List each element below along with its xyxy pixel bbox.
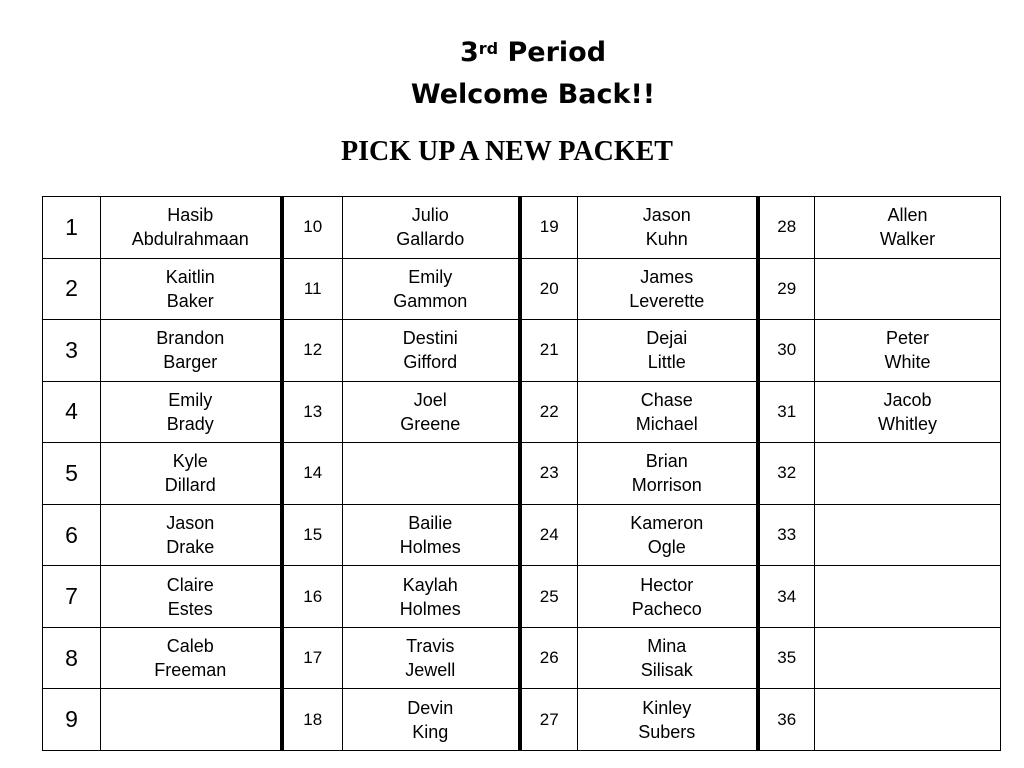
table-row (43, 504, 1001, 566)
student-name-cell (578, 381, 758, 443)
title-period: Period (498, 37, 607, 68)
student-name-cell (101, 627, 282, 689)
table-row (43, 627, 1001, 689)
student-last-name: Silisak (640, 660, 693, 681)
title-number: 3 (459, 37, 479, 68)
student-last-name: Gifford (403, 352, 458, 373)
seat-number: 35 (758, 627, 815, 689)
student-last-name: Gammon (393, 290, 468, 311)
seat-number: 36 (758, 689, 815, 751)
student-name-cell (343, 197, 520, 259)
subtitle: PICK UP A NEW PACKET (341, 136, 673, 167)
student-name-cell (101, 566, 282, 628)
seat-number: 13 (282, 381, 343, 443)
student-last-name: Michael (635, 413, 698, 434)
table-row (43, 689, 1001, 751)
seat-number: 8 (43, 627, 101, 689)
student-first-name: Emily (168, 389, 213, 410)
student-first-name: Brian (645, 451, 688, 472)
seat-number: 20 (520, 258, 578, 320)
table-row (43, 443, 1001, 505)
seat-number: 28 (758, 197, 815, 259)
seat-number: 19 (520, 197, 578, 259)
student-first-name: Joel (413, 389, 447, 410)
seat-number: 29 (758, 258, 815, 320)
student-name-cell (343, 443, 520, 505)
student-last-name: Ogle (647, 537, 686, 557)
seat-number: 11 (282, 258, 343, 320)
seating-table-body (43, 197, 1001, 751)
student-name-cell (815, 443, 1001, 505)
seat-number: 1 (43, 197, 101, 259)
seating-table (42, 196, 1001, 751)
student-first-name: Dejai (646, 328, 688, 349)
student-name-cell (815, 381, 1001, 443)
student-last-name: Pacheco (631, 598, 702, 619)
student-first-name: James (640, 266, 694, 287)
seat-number: 31 (758, 381, 815, 443)
title-superscript: rd (478, 39, 499, 58)
student-name-cell (578, 689, 758, 751)
seat-number: 32 (758, 443, 815, 505)
student-last-name: Brady (166, 413, 214, 434)
student-last-name: King (412, 721, 449, 742)
student-last-name: Abdulrahmaan (131, 229, 249, 250)
student-last-name: Subers (638, 721, 696, 742)
student-name-cell (578, 197, 758, 259)
table-row (43, 258, 1001, 320)
student-last-name: Walker (879, 229, 936, 250)
student-first-name: Claire (166, 574, 214, 595)
student-name-cell (815, 689, 1001, 751)
seat-number: 34 (758, 566, 815, 628)
student-name-cell (101, 320, 282, 382)
student-last-name: Kuhn (645, 229, 688, 250)
student-name-cell (343, 627, 520, 689)
student-first-name: Destini (402, 328, 458, 349)
seat-number: 4 (43, 381, 101, 443)
student-last-name: Morrison (631, 475, 702, 496)
student-name-cell (101, 258, 282, 320)
seat-number: 12 (282, 320, 343, 382)
student-last-name: Jewell (405, 660, 456, 681)
student-name-cell (815, 320, 1001, 382)
student-first-name: Jason (642, 205, 691, 226)
table-row (43, 320, 1001, 382)
seat-number: 14 (282, 443, 343, 505)
student-last-name: Holmes (399, 537, 461, 557)
student-name-cell (343, 689, 520, 751)
title-line-1 (0, 32, 1024, 74)
seat-number: 24 (520, 504, 578, 566)
student-first-name: Jacob (883, 389, 932, 410)
student-name-cell (343, 381, 520, 443)
seat-number: 10 (282, 197, 343, 259)
student-first-name: Hector (640, 574, 694, 595)
student-name-cell (343, 258, 520, 320)
table-row (43, 381, 1001, 443)
student-last-name: Whitley (877, 413, 937, 434)
seat-number: 27 (520, 689, 578, 751)
student-last-name: Gallardo (396, 229, 465, 250)
student-first-name: Brandon (156, 328, 225, 349)
title-line-2: Welcome Back!! (410, 79, 656, 110)
student-name-cell (815, 627, 1001, 689)
student-last-name: Freeman (154, 660, 227, 681)
student-first-name: Kinley (642, 697, 692, 718)
student-name-cell (101, 504, 282, 566)
student-name-cell (101, 197, 282, 259)
student-name-cell (578, 504, 758, 566)
student-name-cell (578, 566, 758, 628)
student-first-name: Travis (406, 636, 455, 657)
student-first-name: Kaitlin (165, 266, 215, 287)
student-first-name: Bailie (408, 513, 453, 533)
student-last-name: Leverette (629, 290, 705, 311)
seat-number: 9 (43, 689, 101, 751)
student-name-cell (101, 443, 282, 505)
student-name-cell (815, 504, 1001, 566)
student-last-name: Greene (400, 413, 461, 434)
table-row (43, 566, 1001, 628)
student-first-name: Kaylah (402, 574, 458, 595)
seat-number: 5 (43, 443, 101, 505)
student-first-name: Emily (408, 266, 453, 287)
student-first-name: Julio (411, 205, 449, 226)
student-name-cell (101, 689, 282, 751)
seat-number: 6 (43, 504, 101, 566)
student-name-cell (578, 443, 758, 505)
student-first-name: Devin (407, 697, 454, 718)
seat-number: 30 (758, 320, 815, 382)
student-name-cell (578, 320, 758, 382)
seat-number: 21 (520, 320, 578, 382)
page-title (0, 32, 1024, 116)
seat-number: 3 (43, 320, 101, 382)
student-first-name: Allen (887, 205, 928, 226)
student-first-name: Kyle (172, 451, 208, 472)
seat-number: 33 (758, 504, 815, 566)
seat-number: 25 (520, 566, 578, 628)
student-first-name: Peter (885, 328, 930, 349)
seat-number: 17 (282, 627, 343, 689)
student-last-name: Little (647, 352, 686, 373)
student-name-cell (815, 566, 1001, 628)
student-name-cell (101, 381, 282, 443)
student-name-cell (578, 627, 758, 689)
student-name-cell (343, 504, 520, 566)
seat-number: 15 (282, 504, 343, 566)
student-first-name: Caleb (166, 636, 214, 657)
student-last-name: Dillard (164, 475, 216, 496)
seat-number: 26 (520, 627, 578, 689)
student-first-name: Hasib (167, 205, 214, 226)
student-first-name: Kameron (630, 513, 704, 533)
student-name-cell (815, 258, 1001, 320)
seat-number: 18 (282, 689, 343, 751)
student-name-cell (343, 566, 520, 628)
student-last-name: White (884, 352, 931, 373)
table-row (43, 197, 1001, 259)
student-name-cell (578, 258, 758, 320)
student-first-name: Jason (166, 513, 215, 533)
student-first-name: Chase (640, 389, 693, 410)
seat-number: 23 (520, 443, 578, 505)
student-last-name: Barger (163, 352, 218, 373)
student-name-cell (815, 197, 1001, 259)
student-last-name: Holmes (399, 598, 461, 619)
student-last-name: Baker (166, 290, 214, 311)
student-last-name: Drake (166, 537, 215, 557)
seat-number: 16 (282, 566, 343, 628)
student-name-cell (343, 320, 520, 382)
seat-number: 22 (520, 381, 578, 443)
student-last-name: Estes (167, 598, 213, 619)
seat-number: 2 (43, 258, 101, 320)
student-first-name: Mina (647, 636, 687, 657)
seat-number: 7 (43, 566, 101, 628)
